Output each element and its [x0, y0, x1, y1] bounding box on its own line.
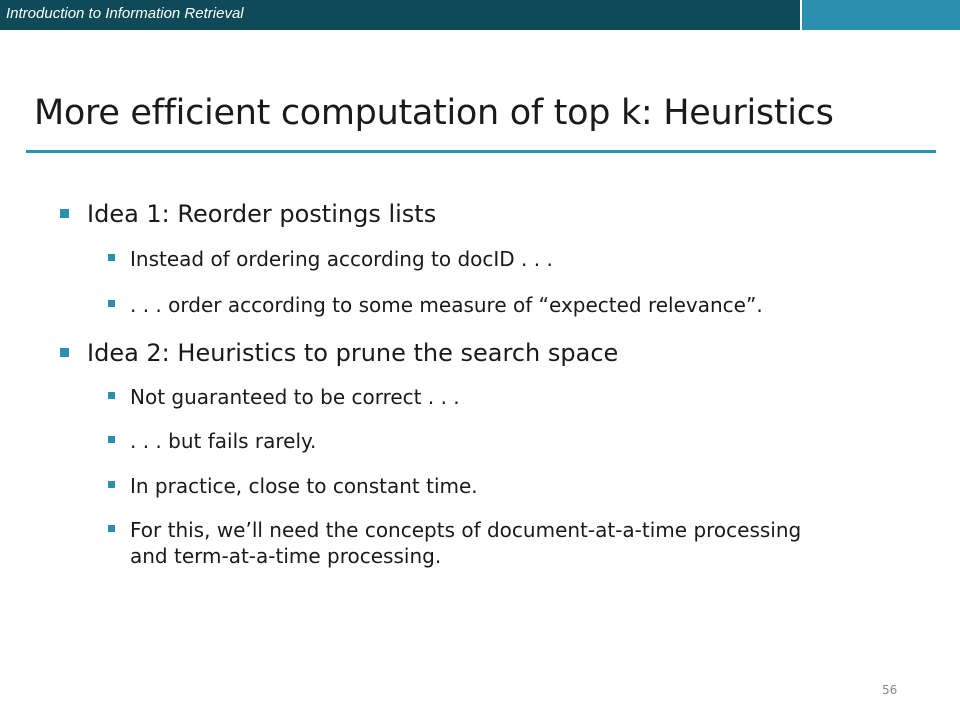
sub-bullet-text: . . . but fails rarely. — [130, 429, 317, 453]
sub-bullet — [108, 428, 316, 454]
square-bullet-icon — [108, 436, 115, 443]
sub-bullet-text: In practice, close to constant time. — [130, 474, 478, 498]
bullet-idea-2 — [60, 338, 618, 369]
square-bullet-icon — [108, 254, 115, 261]
sub-bullet — [108, 292, 763, 318]
square-bullet-icon — [60, 348, 69, 357]
sub-bullet — [108, 517, 820, 569]
square-bullet-icon — [108, 481, 115, 488]
sub-bullet-text: . . . order according to some measure of “expected relevance”. — [130, 293, 763, 317]
header-bar-accent — [802, 0, 960, 30]
square-bullet-icon — [108, 525, 115, 532]
slide-title: More efficient computation of top k: Heuristics — [34, 93, 834, 133]
page-number: 56 — [882, 683, 898, 697]
title-divider — [26, 150, 936, 153]
sub-bullet-text: Not guaranteed to be correct . . . — [130, 385, 460, 409]
sub-bullet — [108, 246, 553, 272]
square-bullet-icon — [60, 209, 69, 218]
square-bullet-icon — [108, 392, 115, 399]
bullet-idea-1 — [60, 199, 436, 230]
sub-bullet-text: For this, we’ll need the concepts of document-at-a-time processing and term-at-a-time processing. — [130, 518, 802, 568]
course-title: Introduction to Information Retrieval — [6, 5, 244, 22]
square-bullet-icon — [108, 300, 115, 307]
bullet-text: Idea 1: Reorder postings lists — [87, 200, 437, 228]
bullet-text: Idea 2: Heuristics to prune the search space — [87, 339, 619, 367]
header-bar — [0, 0, 960, 30]
sub-bullet — [108, 384, 460, 410]
sub-bullet-text: Instead of ordering according to docID . . . — [130, 247, 553, 271]
sub-bullet — [108, 473, 478, 499]
